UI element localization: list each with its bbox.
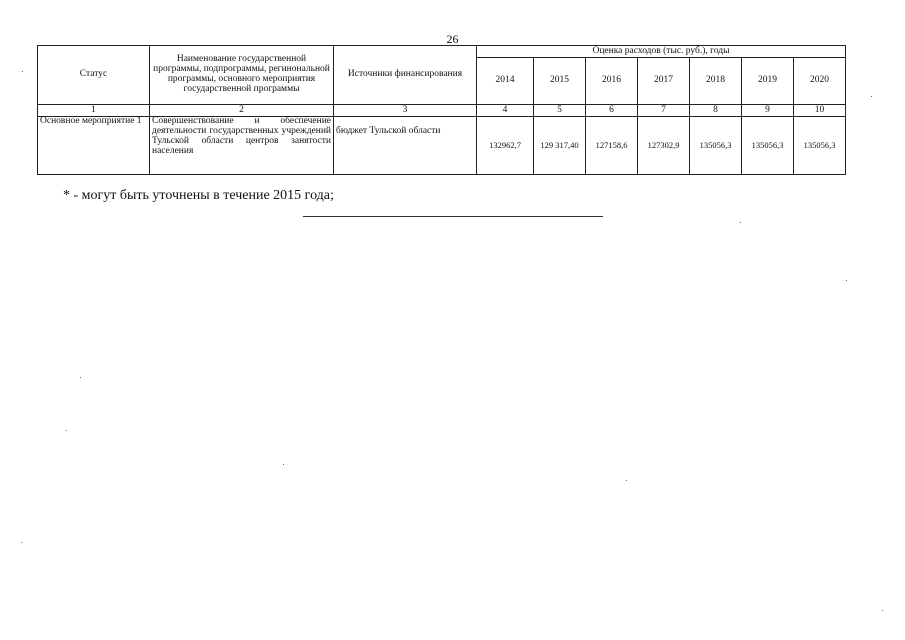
column-number: 2 <box>150 105 334 117</box>
scan-speck <box>283 464 284 465</box>
expense-table <box>37 45 846 175</box>
row-value-2014: 132962,7 <box>477 117 534 175</box>
scan-speck <box>740 222 741 223</box>
column-number-row <box>38 105 846 117</box>
column-number: 8 <box>690 105 742 117</box>
row-source: бюджет Тульской области <box>334 117 477 175</box>
header-status: Статус <box>38 46 150 105</box>
footnote: * - могут быть уточнены в течение 2015 года; <box>63 188 334 203</box>
column-number: 10 <box>794 105 846 117</box>
row-value-2020: 135056,3 <box>794 117 846 175</box>
header-year-2019: 2019 <box>742 58 794 105</box>
scan-speck <box>871 96 872 97</box>
scan-speck <box>22 71 23 72</box>
scan-speck <box>21 542 22 543</box>
scan-speck <box>66 430 67 431</box>
column-number: 3 <box>334 105 477 117</box>
row-value-2016: 127158,6 <box>586 117 638 175</box>
header-year-2014: 2014 <box>477 58 534 105</box>
column-number: 7 <box>638 105 690 117</box>
scan-speck <box>626 480 627 481</box>
separator-line <box>303 216 603 217</box>
header-year-2020: 2020 <box>794 58 846 105</box>
row-status: Основное мероприятие 1 <box>38 117 150 175</box>
row-value-2015: 129 317,40 <box>534 117 586 175</box>
column-number: 1 <box>38 105 150 117</box>
header-name: Наименование государственной программы, подпрограммы, регинональной программы, основного мероприятия государственной программы <box>150 46 334 105</box>
header-year-2018: 2018 <box>690 58 742 105</box>
table-row <box>38 117 846 175</box>
row-name: Совершенствование и обеспечение деятельности государственных учреждений Тульской области центров занятости населения <box>150 117 334 175</box>
scan-speck <box>80 377 81 378</box>
row-value-2017: 127302,9 <box>638 117 690 175</box>
header-expenses: Оценка расходов (тыс. руб.), годы <box>477 46 846 58</box>
row-value-2018: 135056,3 <box>690 117 742 175</box>
scan-speck <box>882 610 883 611</box>
header-source: Источники финансирования <box>334 46 477 105</box>
header-year-2017: 2017 <box>638 58 690 105</box>
page-number: 26 <box>446 32 459 46</box>
scan-speck <box>846 280 847 281</box>
row-value-2019: 135056,3 <box>742 117 794 175</box>
column-number: 5 <box>534 105 586 117</box>
column-number: 6 <box>586 105 638 117</box>
header-year-2016: 2016 <box>586 58 638 105</box>
column-number: 4 <box>477 105 534 117</box>
column-number: 9 <box>742 105 794 117</box>
header-year-2015: 2015 <box>534 58 586 105</box>
